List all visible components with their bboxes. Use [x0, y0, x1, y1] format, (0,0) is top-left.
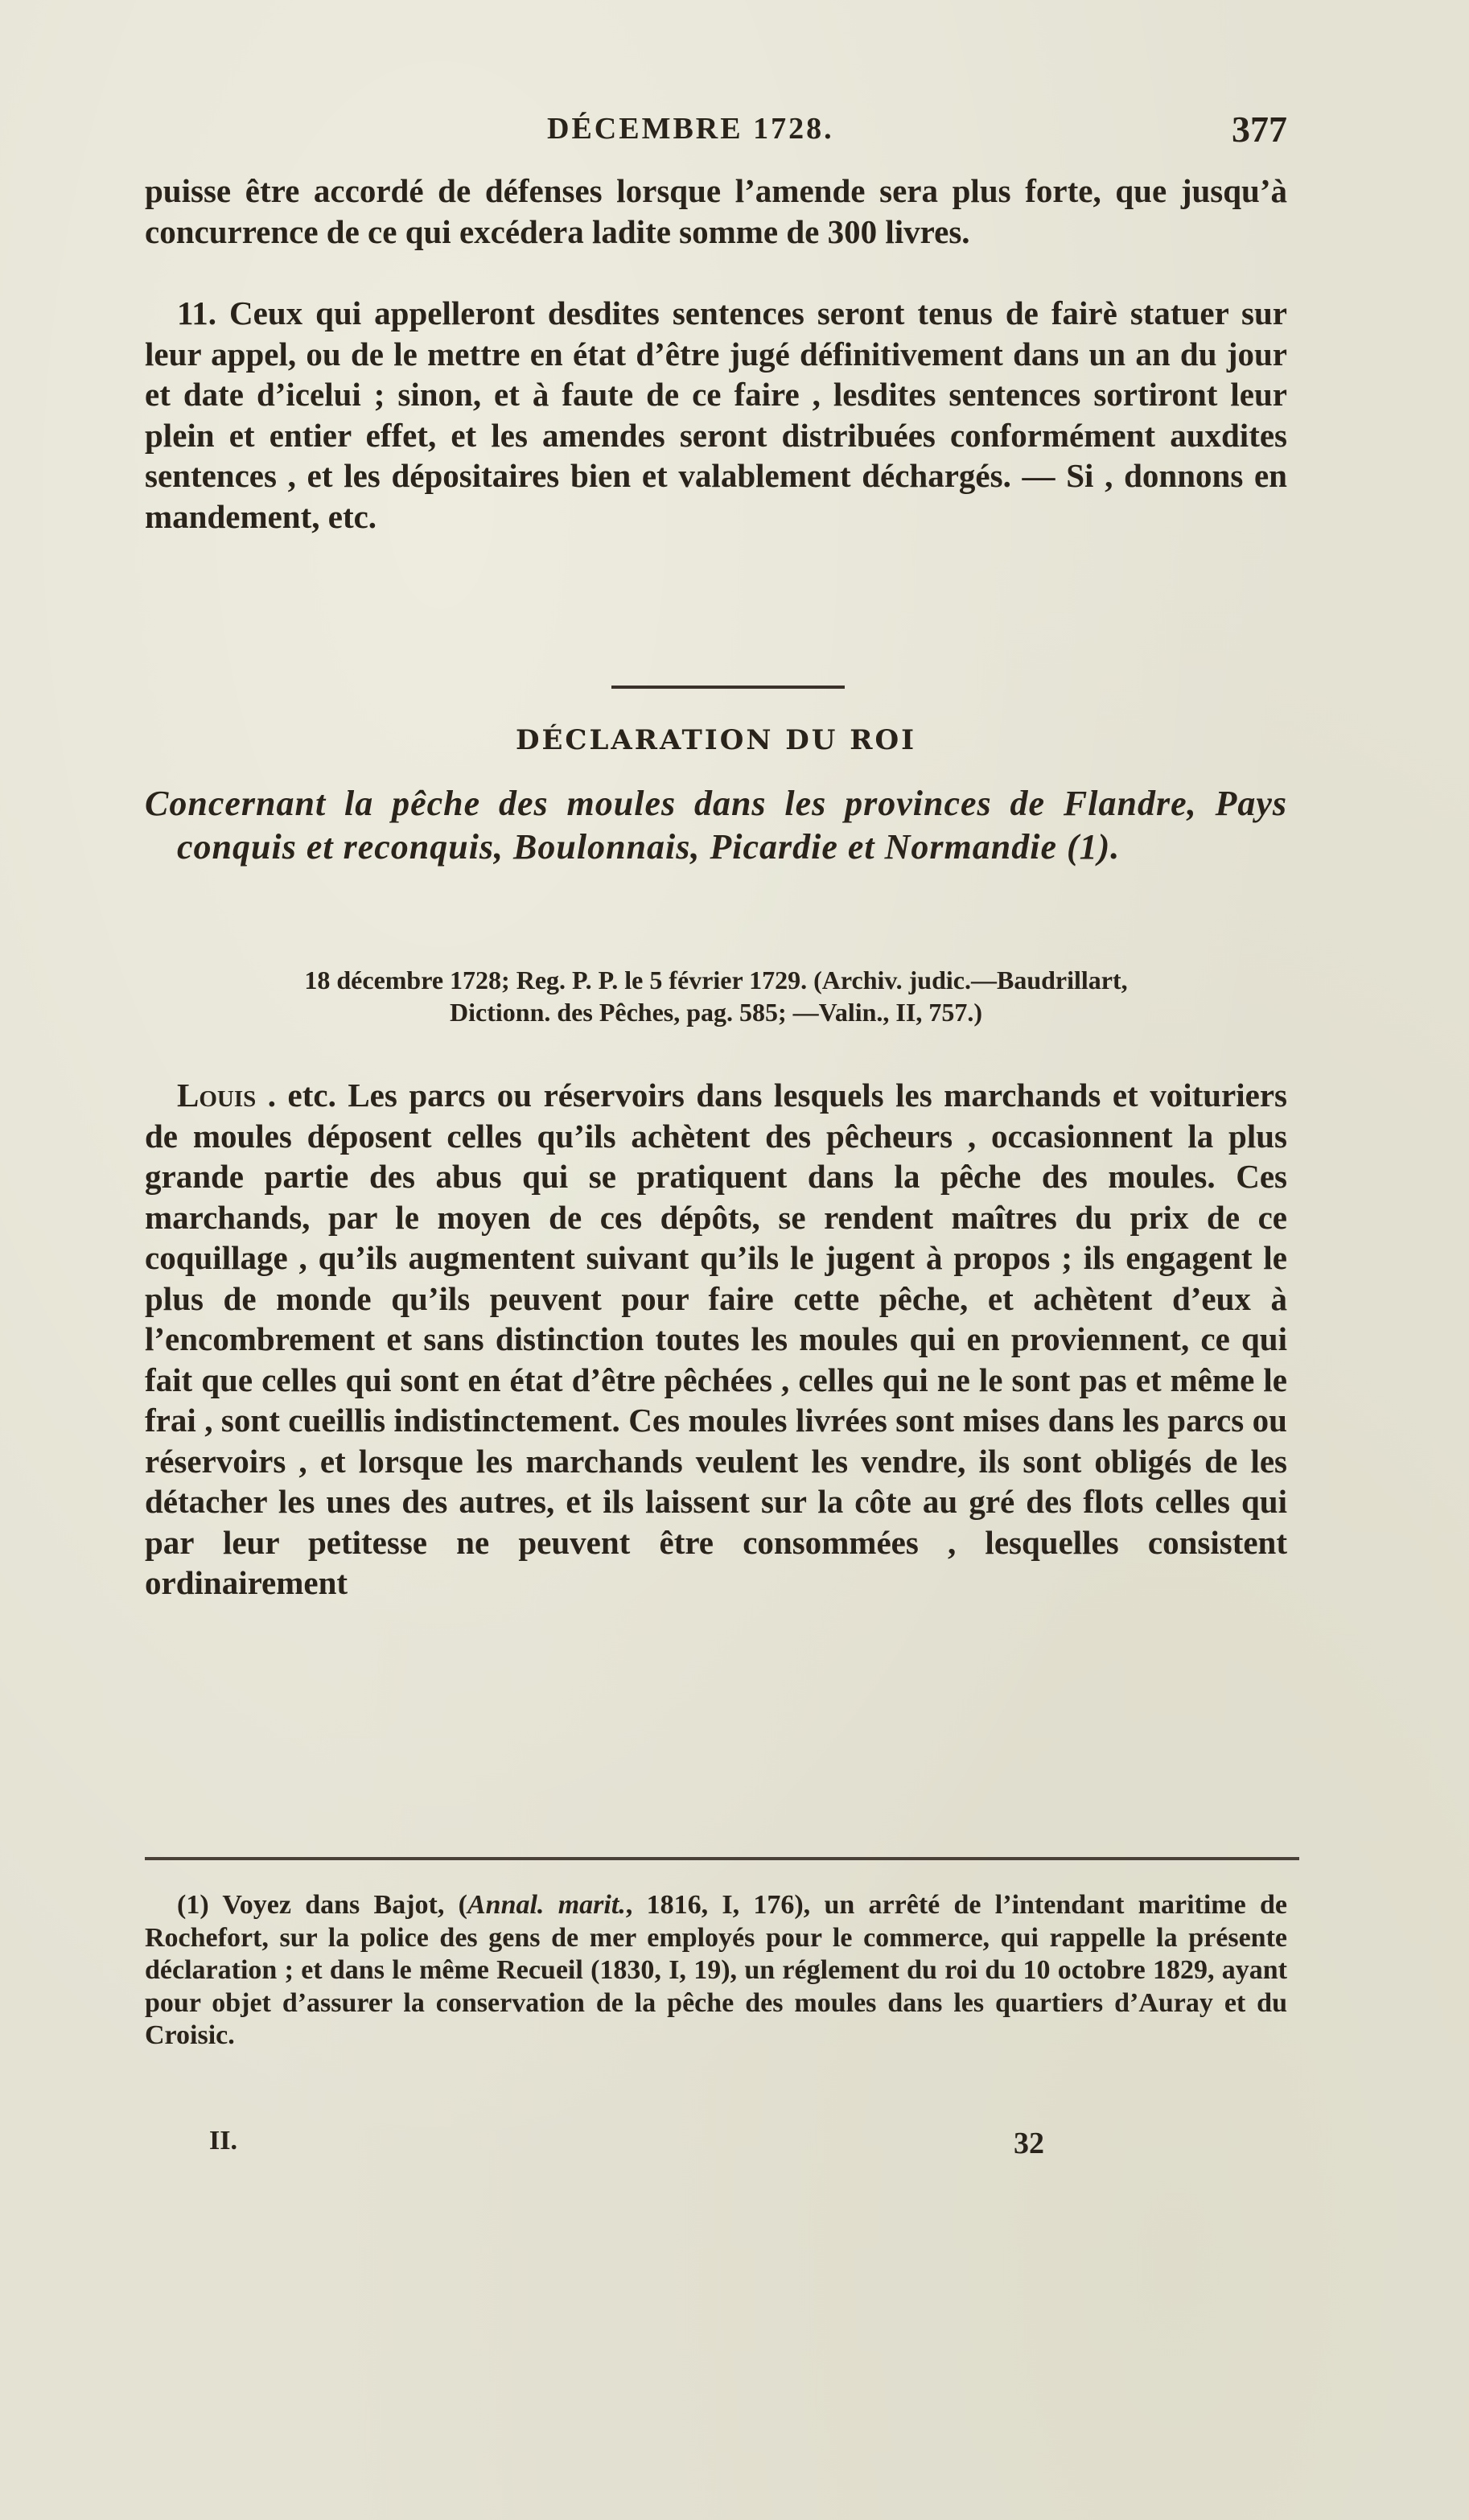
section-divider	[611, 686, 845, 689]
continuation-text: puisse être accordé de défenses lorsque l’amende sera plus forte, que jusqu’à concurrence de ce qui excédera ladite somme de 300 livres.	[145, 172, 1287, 250]
footnote	[145, 1889, 1287, 2053]
footnote-italic-title: Annal. marit.	[467, 1890, 626, 1920]
declaration-subtitle: Concernant la pêche des moules dans les provinces de Flandre, Pays conquis et reconquis, Boulonnais, Picardie et Normandie (1).	[145, 784, 1287, 867]
article-number: 11.	[177, 294, 216, 331]
opening-word: Louis	[177, 1077, 257, 1114]
declaration-body	[145, 1075, 1287, 1604]
signature-line	[145, 2126, 1287, 2166]
footnote-marker: (1)	[177, 1890, 209, 1920]
citation-line-1: 18 décembre 1728; Reg. P. P. le 5 février 1729. (Archiv. judic.—Baudrillart,	[304, 966, 1128, 994]
declaration-body-text: . etc. Les parcs ou réservoirs dans lesquels les marchands et voituriers de moules déposent celles qu’ils achètent des pêcheurs , occasionnent la plus grande partie des abus qui se pratiquent dans la pêche des moules. Ces marchands, par le moyen de ces dépôts, se rendent maîtres du prix de ce coquillage , qu’ils augmentent suivant qu’ils le jugent à propos ; ils engagent le plus de monde qu’ils peuvent pour faire cette pêche, et achètent d’eux à l’encombrement et sans distinction toutes les moules qui en proviennent, ce qui fait que celles qui sont en état d’être pêchées , celles qui ne le sont pas et même le frai , sont cueillis indistinctement. Ces moules livrées sont mises dans les parcs ou réservoirs , et lorsque les marchands veulent les vendre, ils sont obligés de les détacher les unes des autres, et ils laissent sur la côte au gré des flots celles qui par leur petitesse ne peuvent être consommées , lesquelles consistent ordinairement	[145, 1077, 1287, 1601]
page-number: 377	[1232, 109, 1287, 150]
article-11	[145, 293, 1287, 537]
volume-number: II.	[209, 2126, 237, 2156]
source-citation	[145, 964, 1287, 1028]
running-head	[145, 111, 1287, 159]
footnote-text-a: Voyez dans Bajot, (	[222, 1890, 467, 1920]
citation-line-2: Dictionn. des Pêches, pag. 585; —Valin., II, 757.)	[450, 998, 982, 1027]
article-text: Ceux qui appelleront desdites sentences seront tenus de fairè statuer sur leur appel, ou de le mettre en état d’être jugé définitivement dans un an du jour et date d’icelui ; sinon, et à faute de ce faire , lesdites sentences sortiront leur plein et entier effet, et les amendes seront distribuées conformément auxdites sentences , et les dépositaires bien et valablement déchargés. — Si , donnons en mandement, etc.	[145, 294, 1288, 535]
signature-mark: 32	[1014, 2127, 1044, 2160]
running-head-title: DÉCEMBRE 1728.	[547, 112, 834, 146]
declaration-title: DÉCLARATION DU ROI	[515, 724, 916, 756]
footnote-rule	[145, 1857, 1299, 1860]
continuation-paragraph	[145, 171, 1287, 252]
footnote-text-b: , 1816, I, 176), un arrêté de l’intendant maritime de Rochefort, sur la police des gens de mer employés pour le commerce, qui rappelle la présente déclaration ; et dans le même Recueil (1830, I, 19), un réglement du roi du 10 octobre 1829, ayant pour objet d’assurer la conservation de la pêche des moules dans les quartiers d’Auray et du Croisic.	[145, 1890, 1287, 2050]
